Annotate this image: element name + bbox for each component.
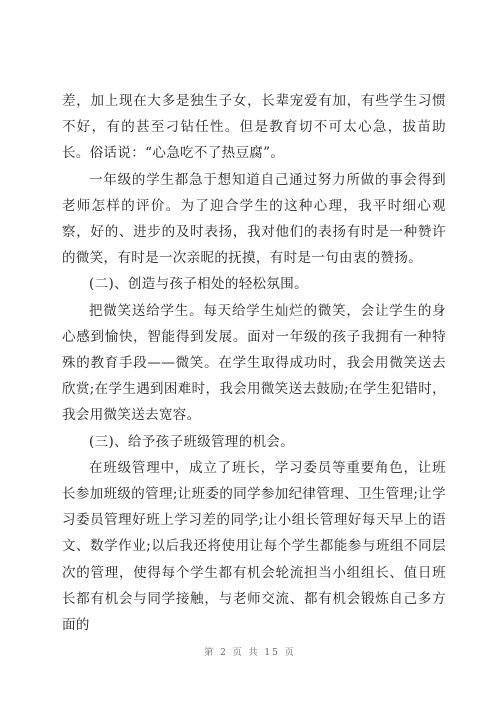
document-body <box>62 88 446 638</box>
section-heading-relaxed-atmosphere: (二)、创造与孩子相处的轻松氛围。 <box>89 276 308 293</box>
page-number-footer: 第 2 页 共 15 页 <box>204 648 296 658</box>
paragraph-student-evaluation: 一年级的学生都急于想知道自己通过努力所做的事会得到老师怎样的评价。为了迎合学生的这种心理，我平时细心观察，好的、进步的及时表扬，我对他们的表扬有时是一种赞许的微笑，有时是一次亲昵的抚摸，有时是一句由衷的赞扬。 <box>62 171 446 267</box>
section-heading-class-management: (三)、给予孩子班级管理的机会。 <box>89 433 295 450</box>
paragraph-continuation: 差，加上现在大多是独生子女，长辈宠爱有加，有些学生习惯不好，有的甚至刁钻任性。但是教育切不可太心急，拔苗助长。俗话说：“心急吃不了热豆腐”。 <box>62 93 446 162</box>
paragraph-smile: 把微笑送给学生。每天给学生灿烂的微笑，会让学生的身心感到愉快，智能得到发展。面对一年级的孩子我拥有一种特殊的教育手段——微笑。在学生取得成功时，我会用微笑送去欣赏;在学生遇到困难时，我会用微笑送去鼓励;在学生犯错时，我会用微笑送去宽容。 <box>62 302 446 424</box>
paragraph-class-management: 在班级管理中，成立了班长，学习委员等重要角色，让班长参加班级的管理;让班委的同学参加纪律管理、卫生管理;让学习委员管理好班上学习差的同学;让小组长管理好每天早上的语文、数学作业;以后我还将使用让每个学生都能参与班组不同层次的管理，使得每个学生都有机会轮流担当小组组长、值日班长都有机会与同学接触，与老师交流、都有机会锻炼自己多方面的 <box>62 459 446 634</box>
